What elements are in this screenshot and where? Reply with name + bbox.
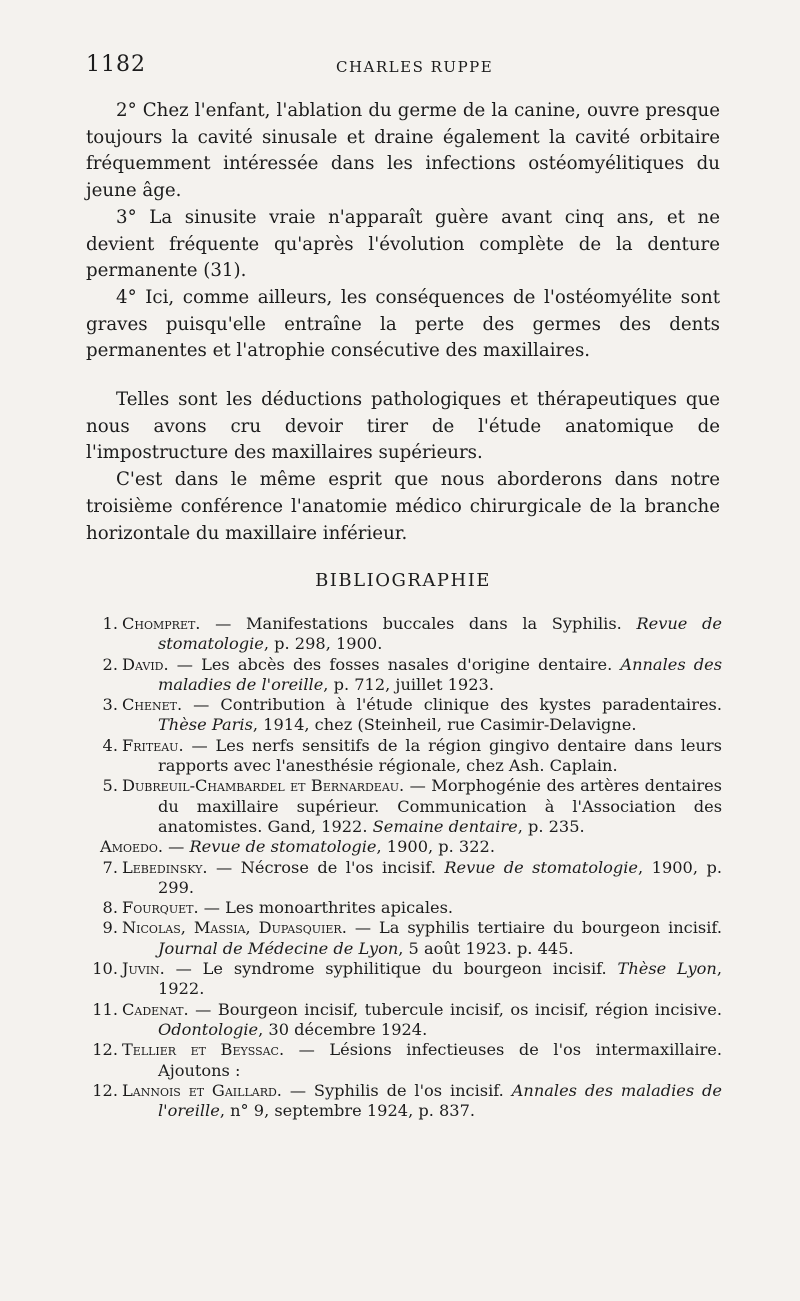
entry-journal: Revue de stomatologie [444,857,639,877]
entry-journal: Annales des maladies de l'oreille [158,1080,722,1121]
entry-text: — Bourgeon incisif, tubercule incisif, os incisif, région incisive. [195,999,722,1019]
entry-author: Amoedo. [100,837,163,857]
entry-author: Cadenat. [122,999,189,1019]
entry-details: , 5 août 1923. p. 445. [398,938,574,958]
entry-author: Fourquet. [122,898,199,918]
bibliography-entry [86,837,722,857]
entry-details: , p. 235. [517,816,585,836]
entry-journal: Semaine dentaire [372,816,518,836]
entry-text: — Lésions infectieuses de l'os intermaxillaire. Ajoutons : [158,1040,722,1080]
bibliography-entry [86,695,722,736]
entry-author: Lannois et Gaillard. [122,1080,282,1100]
entry-text: — Contribution à l'étude clinique des kystes paradentaires. [193,695,722,715]
entry-number: 4. [102,735,118,755]
page-number: 1182 [86,52,146,77]
bibliography-entry [86,1081,722,1122]
entry-author: Chompret. [122,614,201,633]
entry-journal: Odontologie [158,1019,259,1039]
entry-number: 12. [92,1080,118,1100]
entry-number: 7. [102,857,118,877]
bibliography-entry [86,614,722,655]
entry-number: 2. [102,654,118,674]
entry-text: — Nécrose de l'os incisif. [216,857,436,877]
entry-number: 8. [102,898,118,918]
bibliography-entry [86,1040,722,1081]
paragraph: Telles sont les déductions pathologiques et thérapeutiques que nous avons cru devoir tirer de l'étude anatomique de l'impostructure des maxillaires supérieurs. [86,389,720,464]
bibliography-entry [86,655,722,696]
entry-details: , p. 712, juillet 1923. [323,674,494,694]
bibliography-entry [86,736,722,777]
entry-details: , 1914, chez (Steinheil, rue Casimir-Delavigne. [252,715,637,735]
entry-text: — La syphilis tertiaire du bourgeon incisif. [354,918,722,938]
entry-details: , 1900, p. 322. [376,837,495,857]
entry-text: — Les abcès des fosses nasales d'origine dentaire. [176,654,613,674]
entry-text: — Le syndrome syphilitique du bourgeon incisif. [175,959,607,979]
entry-author: Friteau. [122,735,184,755]
entry-text: — Les monoarthrites apicales. [203,898,454,918]
entry-journal: Revue de stomatologie [189,837,377,857]
bibliography-entry [86,858,722,899]
entry-journal: Thèse Lyon [617,959,717,979]
bibliography-entry [86,898,722,918]
entry-journal: Annales des maladies de l'oreille [158,654,723,694]
bibliography-entry [86,918,722,959]
bibliography-title: BIBLIOGRAPHIE [315,570,491,591]
entry-text: — Syphilis de l'os incisif. [289,1080,504,1100]
entry-author: Juvin. [122,959,165,979]
entry-journal: Thèse Paris [158,715,253,735]
entry-number: 10. [92,959,118,979]
entry-author: Nicolas, Massia, Dupasquier. [122,918,347,938]
bibliography-list [86,614,722,1121]
entry-text: — Morphogénie des artères dentaires du maxillaire supérieur. Communication à l'Association des anatomistes. Gand, 1922. [158,776,722,836]
running-head: CHARLES RUPPE [336,58,494,76]
bibliography-entry [86,776,722,837]
page-header [86,52,726,84]
entry-author: David. [122,654,169,674]
entry-number: 9. [102,918,118,938]
entry-journal: Revue de stomatologie [158,614,722,654]
paragraph: 3° La sinusite vraie n'apparaît guère avant cinq ans, et ne devient fréquente qu'après l'évolution complète de la denture permanente (31). [86,206,720,282]
entry-number: 12. [92,1040,118,1060]
entry-author: Lebedinsky. [122,857,208,877]
entry-text: — Manifestations buccales dans la Syphilis. [215,614,622,633]
bibliography-entry [86,959,722,1000]
entry-number: 5. [102,776,118,796]
entry-text: — [168,837,185,857]
bibliography-entry [86,1000,722,1041]
paragraph: C'est dans le même esprit que nous aborderons dans notre troisième conférence l'anatomie médico chirurgicale de la branche horizontale du maxillaire inférieur. [86,469,720,544]
entry-number: 1. [102,614,118,633]
body-text [86,98,720,547]
entry-details: , 30 décembre 1924. [258,1019,428,1039]
entry-details: , 1922. [158,959,722,999]
entry-number: 3. [102,695,118,715]
entry-number: 11. [92,999,118,1019]
entry-author: Dubreuil-Chambardel et Bernardeau. [122,776,405,796]
entry-journal: Journal de Médecine de Lyon [158,938,399,958]
entry-author: Chenet. [122,695,183,715]
paragraph: 2° Chez l'enfant, l'ablation du germe de la canine, ouvre presque toujours la cavité sinusale et draine également la cavité orbitaire fréquemment intéressée dans les infections ostéomyélitiques du jeune âge. [86,100,720,202]
entry-text: — Les nerfs sensitifs de la région gingivo dentaire dans leurs rapports avec l'anesthésie régionale, chez Ash. Caplain. [158,735,722,776]
paragraph: 4° Ici, comme ailleurs, les conséquences de l'ostéomyélite sont graves puisqu'elle entraîne la perte des germes des dents permanentes et l'atrophie consécutive des maxillaires. [86,286,720,362]
entry-details: , 1900, p. 299. [158,857,722,897]
entry-details: , p. 298, 1900. [263,634,383,654]
entry-author: Tellier et Beyssac. [122,1040,285,1060]
entry-details: , n° 9, septembre 1924, p. 837. [219,1101,476,1121]
